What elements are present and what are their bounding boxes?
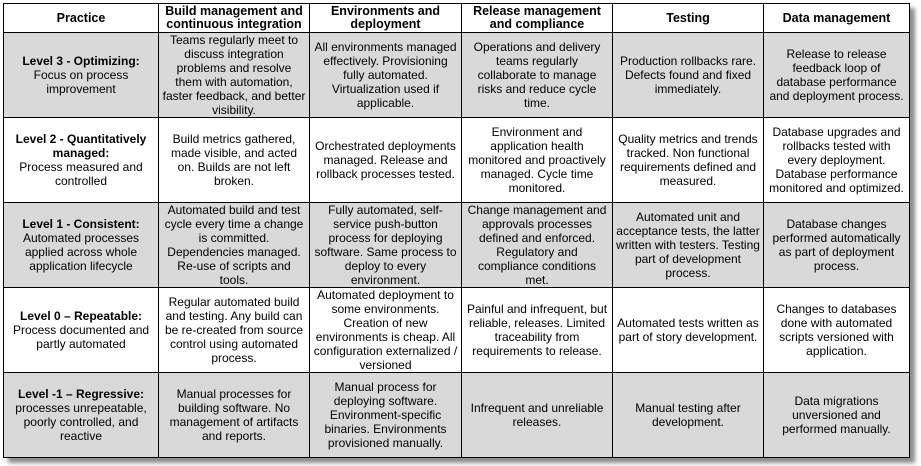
table-cell: Operations and delivery teams regularly collaborate to manage risks and reduce cycle time. — [462, 33, 613, 118]
table-cell: Automated build and test cycle every time a change is committed. Dependencies managed. Re-use of scripts and tools. — [159, 203, 310, 288]
table-cell: Database changes performed automatically as part of deployment process. — [764, 203, 910, 288]
level-cell — [4, 203, 159, 288]
table-cell: Infrequent and unreliable releases. — [462, 373, 613, 458]
level-description: processes unrepeatable, poorly controlled, and reactive — [15, 401, 147, 443]
table-cell: Fully automated, self-service push-button process for deploying software. Same process to deploy to every environment. — [310, 203, 462, 288]
table-cell: Production rollbacks rare. Defects found and fixed immediately. — [613, 33, 764, 118]
level-cell — [4, 118, 159, 203]
header-row — [4, 4, 910, 33]
level-description: Automated processes applied across whole application lifecycle — [22, 231, 140, 273]
table-cell: Automated tests written as part of story development. — [613, 288, 764, 373]
table-cell: Manual processes for building software. No management of artifacts and reports. — [159, 373, 310, 458]
column-header-practice: Practice — [4, 4, 159, 33]
level-name: Level 3 - Optimizing: — [22, 54, 140, 68]
level-name: Level 0 – Repeatable: — [19, 309, 143, 323]
table-cell: Regular automated build and testing. Any build can be re-created from source control using automated process. — [159, 288, 310, 373]
column-header-environments: Environments and deployment — [310, 4, 462, 33]
table-cell: Environment and application health monitored and proactively managed. Cycle time monitored. — [462, 118, 613, 203]
table-cell: Quality metrics and trends tracked. Non functional requirements defined and measured. — [613, 118, 764, 203]
level-name: Level 1 - Consistent: — [22, 217, 140, 231]
table-cell: Database upgrades and rollbacks tested with every deployment. Database performance monitored and optimized. — [764, 118, 910, 203]
level-description: Process documented and partly automated — [12, 323, 150, 351]
table-cell: Automated deployment to some environments. Creation of new environments is cheap. All configuration externalized / versioned — [310, 288, 462, 373]
table-cell: Manual process for deploying software. Environment-specific binaries. Environments provisioned manually. — [310, 373, 462, 458]
level-cell — [4, 33, 159, 118]
table-cell: Painful and infrequent, but reliable, releases. Limited traceability from requirements to release. — [462, 288, 613, 373]
table-cell: Changes to databases done with automated scripts versioned with application. — [764, 288, 910, 373]
level-cell — [4, 373, 159, 458]
table-row-level-1 — [4, 203, 910, 288]
table-cell: Orchestrated deployments managed. Release and rollback processes tested. — [310, 118, 462, 203]
table-cell: Build metrics gathered, made visible, and acted on. Builds are not left broken. — [159, 118, 310, 203]
table-row-level-0 — [4, 288, 910, 373]
table-row-level-2 — [4, 118, 910, 203]
table-cell: All environments managed effectively. Provisioning fully automated. Virtualization used if applicable. — [310, 33, 462, 118]
table-cell: Manual testing after development. — [613, 373, 764, 458]
column-header-data-management: Data management — [764, 4, 910, 33]
table-cell: Automated unit and acceptance tests, the latter written with testers. Testing part of development process. — [613, 203, 764, 288]
table-cell: Teams regularly meet to discuss integration problems and resolve them with automation, faster feedback, and better visibility. — [159, 33, 310, 118]
table-row-level-3 — [4, 33, 910, 118]
column-header-release-management: Release management and compliance — [462, 4, 613, 33]
level-name: Level 2 - Quantitatively managed: — [15, 132, 147, 160]
level-cell — [4, 288, 159, 373]
level-description: Process measured and controlled — [19, 160, 143, 188]
level-description: Focus on process improvement — [33, 68, 129, 96]
column-header-testing: Testing — [613, 4, 764, 33]
table-row-level-minus-1 — [4, 373, 910, 458]
maturity-model-table — [3, 3, 910, 458]
table-cell: Change management and approvals processes defined and enforced. Regulatory and compliance conditions met. — [462, 203, 613, 288]
level-name: Level -1 – Regressive: — [17, 387, 145, 401]
table-cell: Data migrations unversioned and performed manually. — [764, 373, 910, 458]
table-cell: Release to release feedback loop of database performance and deployment process. — [764, 33, 910, 118]
column-header-build-management: Build management and continuous integration — [159, 4, 310, 33]
